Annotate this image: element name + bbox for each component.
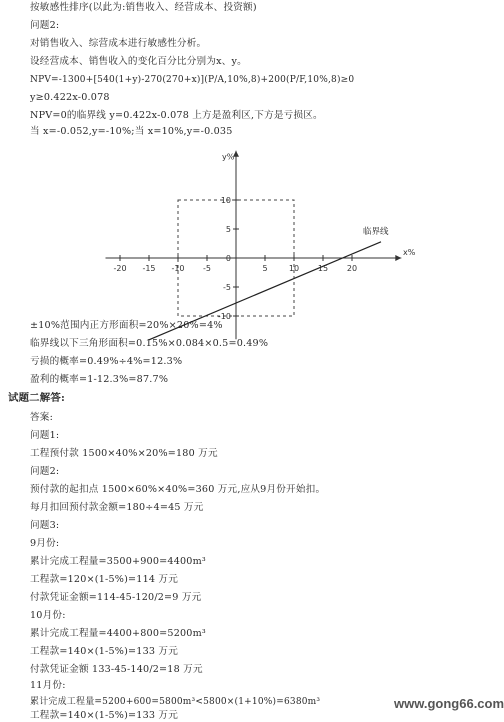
text-line: 每月扣回预付款金额=180÷4=45 万元	[30, 502, 204, 513]
text-line: 当 x=-0.052,y=-10%;当 x=10%,y=-0.035	[30, 126, 233, 137]
y-tick-label: 5	[225, 225, 231, 234]
text-line: 问题3:	[30, 520, 60, 531]
x-tick-label: -20	[113, 264, 127, 273]
y-tick-label: 0	[225, 254, 231, 263]
text-line: 对销售收入、综营成本进行敏感性分析。	[30, 38, 207, 49]
watermark-text: www.gong66.com	[394, 696, 504, 711]
text-line: 设经营成本、销售收入的变化百分比分别为x、y。	[30, 56, 247, 67]
text-line: ±10%范围内正方形面积=20%×20%=4%	[30, 320, 223, 331]
text-line: 按敏感性排序(以此为:销售收入、经营成本、投资额)	[30, 2, 257, 13]
formula-line: NPV=-1300+[540(1+y)-270(270+x)](P/A,10%,8)+200(P/F,10%,8)≥0	[30, 75, 355, 85]
text-line: 工程预付款 1500×40%×20%=180 万元	[30, 448, 218, 459]
text-line: 工程款=140×(1-5%)=133 万元	[30, 646, 179, 657]
text-line: 盈利的概率=1-12.3%=87.7%	[30, 374, 169, 385]
text-line: 亏损的概率=0.49%÷4%=12.3%	[30, 356, 183, 367]
x-tick-label: 5	[262, 264, 268, 273]
x-tick-label: 20	[346, 264, 358, 273]
text-line: y≥0.422x-0.078	[30, 92, 110, 103]
text-line: 付款凭证金额=114-45-120/2=9 万元	[30, 592, 202, 603]
text-line: 付款凭证金额 133-45-140/2=18 万元	[30, 664, 203, 675]
x-tick-label: -10	[171, 264, 185, 273]
text-line: 问题2:	[30, 20, 60, 31]
text-line: 答案:	[30, 412, 54, 423]
sensitivity-chart	[113, 138, 418, 321]
x-axis-arrow	[395, 255, 401, 261]
text-line: 11月份:	[30, 680, 66, 691]
x-tick-label: 10	[288, 264, 300, 273]
text-line: 临界线以下三角形面积=0.15%×0.084×0.5=0.49%	[30, 338, 269, 349]
text-line: 问题1:	[30, 430, 60, 441]
critical-line-label: 临界线	[363, 226, 389, 237]
x-tick-label: -5	[203, 264, 211, 273]
text-line: 累计完成工程量=3500+900=4400m³	[30, 556, 206, 567]
text-line: NPV=0的临界线 y=0.422x-0.078 上方是盈利区,下方是亏损区。	[30, 110, 323, 121]
text-line: 工程款=120×(1-5%)=114 万元	[30, 574, 179, 585]
x-axis-label: x%	[403, 248, 416, 257]
x-tick-label: 15	[317, 264, 329, 273]
y-tick-label: -10	[217, 312, 231, 321]
text-line: 9月份:	[30, 538, 60, 549]
section-title: 试题二解答:	[8, 392, 65, 404]
text-line: 问题2:	[30, 466, 60, 477]
text-line: 10月份:	[30, 610, 66, 621]
text-line: 累计完成工程量=5200+600=5800m³<5800×(1+10%)=6380m³	[30, 697, 321, 707]
x-tick-label: -15	[142, 264, 156, 273]
y-tick-label: -5	[223, 283, 231, 292]
text-line: 累计完成工程量=4400+800=5200m³	[30, 628, 206, 639]
text-line: 工程款=140×(1-5%)=133 万元	[30, 710, 179, 721]
text-line: 预付款的起扣点 1500×60%×40%=360 万元,应从9月份开始扣。	[30, 484, 326, 495]
y-axis-label: y%	[222, 152, 235, 162]
y-tick-label: 10	[220, 196, 231, 205]
